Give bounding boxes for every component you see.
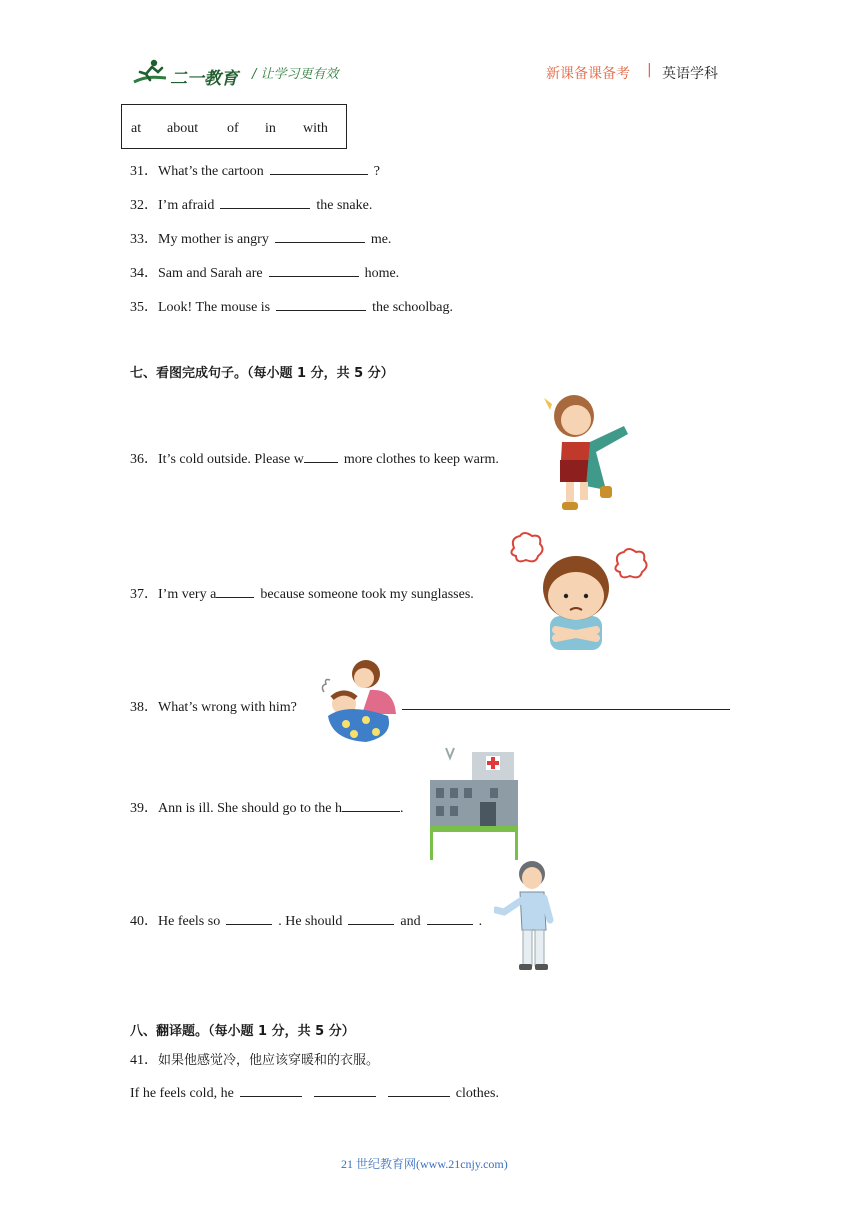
question-number: 35． [130, 300, 158, 315]
word-bank-item: with [303, 121, 328, 136]
question-text: Ann is ill. She should go to the h [158, 801, 342, 816]
question-37 [130, 583, 474, 603]
question-38 [130, 696, 297, 716]
question-40 [130, 910, 482, 930]
question-number: 38． [130, 700, 158, 715]
header-separator: | [647, 62, 652, 78]
section-8-title: 八、翻译题。（每小题 1 分，共 5 分） [130, 1024, 355, 1039]
question-text: It’s cold outside. Please w [158, 452, 304, 467]
question-text: Sam and Sarah are [158, 266, 263, 281]
question-41-chinese [130, 1049, 379, 1069]
question-text: more clothes to keep warm. [343, 452, 499, 467]
footer: 21 世纪教育网(www.21cnjy.com) [341, 1157, 508, 1171]
word-bank-item: in [265, 121, 276, 136]
question-39 [130, 797, 403, 817]
question-text: I’m afraid [158, 198, 215, 213]
question-number: 34． [130, 266, 158, 281]
question-text: What’s the cartoon [158, 164, 264, 179]
question-text: me. [370, 232, 392, 247]
answer-blank[interactable] [342, 799, 400, 812]
answer-blank[interactable] [275, 230, 365, 243]
angry-boy-illustration [506, 530, 651, 652]
question-31 [130, 160, 380, 180]
question-text: If he feels cold, he [130, 1086, 234, 1101]
question-41-english [130, 1084, 499, 1102]
answer-blank[interactable] [314, 1084, 376, 1097]
sick-child-illustration [318, 658, 402, 746]
question-text: the schoolbag. [372, 300, 453, 315]
header [0, 0, 860, 100]
question-35 [130, 296, 453, 316]
logo-runner-icon [132, 58, 168, 86]
answer-blank[interactable] [226, 912, 272, 925]
question-36 [130, 448, 499, 468]
question-number: 32． [130, 198, 158, 213]
question-text: My mother is angry [158, 232, 269, 247]
question-text: 如果他感觉冷，他应该穿暖和的衣服。 [158, 1053, 380, 1068]
answer-blank[interactable] [240, 1084, 302, 1097]
question-text: . He should [278, 914, 343, 929]
logo-text: 二一教育 [170, 69, 238, 88]
question-number: 33． [130, 232, 158, 247]
question-number: 40． [130, 914, 158, 929]
answer-blank[interactable] [270, 162, 368, 175]
question-number: 36． [130, 452, 158, 467]
section-7-title: 七、看图完成句子。（每小题 1 分，共 5 分） [130, 366, 394, 381]
question-text: Look! The mouse is [158, 300, 271, 315]
question-text: He feels so [158, 914, 221, 929]
question-text: clothes. [455, 1086, 499, 1101]
word-bank-item: about [167, 121, 199, 136]
answer-blank[interactable] [276, 298, 366, 311]
question-number: 37． [130, 587, 158, 602]
answer-blank[interactable] [220, 196, 310, 209]
word-bank-item: at [131, 121, 142, 136]
question-number: 41． [130, 1053, 158, 1068]
question-33 [130, 228, 391, 248]
question-text: because someone took my sunglasses. [260, 587, 474, 602]
hospital-illustration [428, 744, 520, 860]
question-text: What’s wrong with him? [158, 700, 297, 715]
question-text: and [400, 914, 421, 929]
question-text: . [478, 914, 483, 929]
answer-blank[interactable] [348, 912, 394, 925]
course-label: 新课备课备考 [546, 66, 630, 82]
question-text: the snake. [316, 198, 373, 213]
question-text: . [399, 801, 404, 816]
question-32 [130, 194, 372, 214]
answer-blank[interactable] [388, 1084, 450, 1097]
answer-blank[interactable] [216, 585, 254, 598]
answer-blank[interactable] [269, 264, 359, 277]
answer-line[interactable] [402, 709, 730, 710]
word-bank-box [121, 104, 347, 149]
question-text: ? [373, 164, 380, 179]
question-text: home. [364, 266, 400, 281]
answer-blank[interactable] [427, 912, 473, 925]
question-number: 39． [130, 801, 158, 816]
pointing-man-illustration [494, 858, 560, 974]
slogan: / 让学习更有效 [252, 67, 339, 82]
subject-label: 英语学科 [662, 66, 718, 82]
word-bank-item: of [227, 121, 239, 136]
answer-blank[interactable] [304, 450, 338, 463]
question-34 [130, 262, 399, 282]
question-number: 31． [130, 164, 158, 179]
girl-putting-on-coat-illustration [540, 390, 635, 520]
question-text: I’m very a [158, 587, 217, 602]
